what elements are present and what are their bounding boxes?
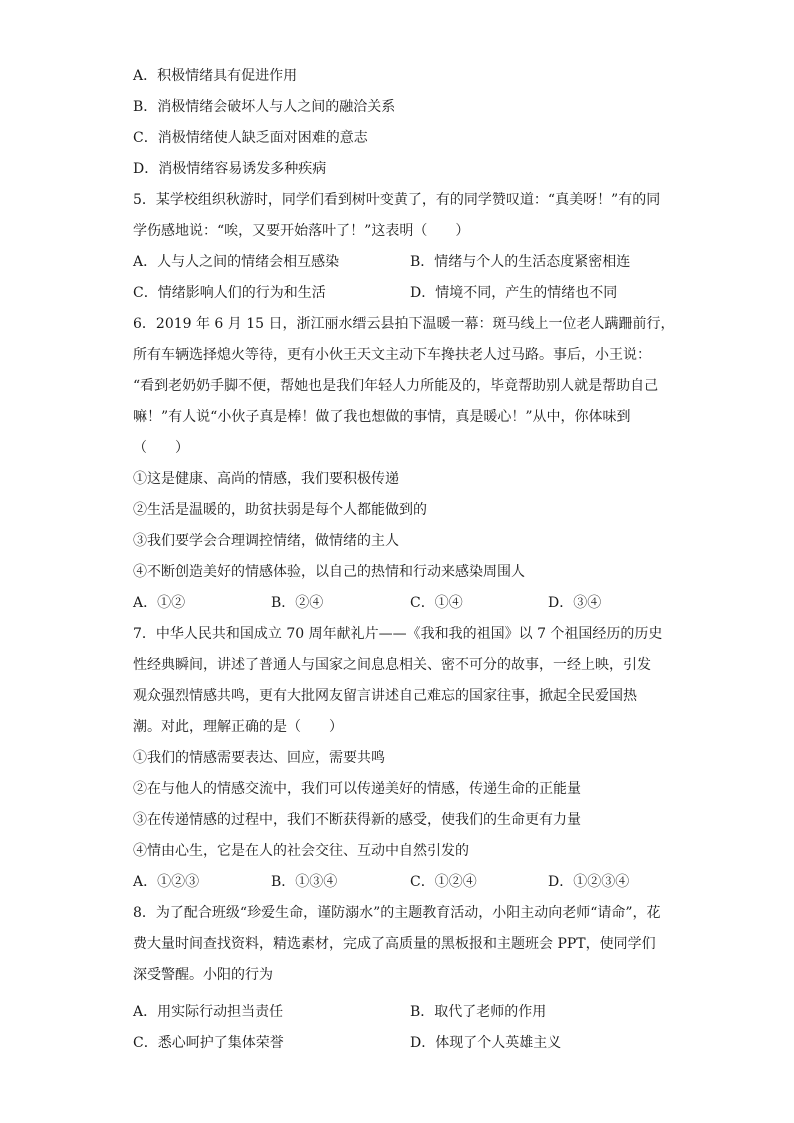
q7-item: ③在传递情感的过程中，我们不断获得新的感受，使我们的生命更有力量 <box>133 812 581 828</box>
q6-option-a: A．①② <box>133 595 186 611</box>
q7-stem-line: 性经典瞬间，讲述了普通人与国家之间息息相关、密不可分的故事，一经上映，引发 <box>133 657 651 673</box>
q7-option-d: D．①②③④ <box>548 874 630 890</box>
q8-stem-line: 深受警醒。小阳的行为 <box>133 967 273 983</box>
q8-option-a: A．用实际行动担当责任 <box>133 1004 284 1020</box>
q6-option-d: D．③④ <box>548 595 602 611</box>
q4-option-d: D．消极情绪容易诱发多种疾病 <box>133 161 327 177</box>
q6-item: ①这是健康、高尚的情感，我们要积极传递 <box>133 471 399 487</box>
q6-item: ③我们要学会合理调控情绪，做情绪的主人 <box>133 533 399 549</box>
q8-stem-line: 费大量时间查找资料，精选素材，完成了高质量的黑板报和主题班会 PPT，使同学们 <box>133 936 656 952</box>
q4-option-c: C．消极情绪使人缺乏面对困难的意志 <box>133 130 368 146</box>
q5-option-d: D．情境不同，产生的情绪也不同 <box>410 285 618 301</box>
q5-stem-line: 5．某学校组织秋游时，同学们看到树叶变黄了，有的同学赞叹道：“真美呀！”有的同 <box>133 192 661 208</box>
q8-option-b: B．取代了老师的作用 <box>410 1004 547 1020</box>
q7-option-b: B．①③④ <box>271 874 338 890</box>
q8-option-d: D．体现了个人英雄主义 <box>410 1035 562 1051</box>
q6-stem-line: 6．2019 年 6 月 15 日，浙江丽水缙云县拍下温暖一幕：斑马线上一位老人蹒跚前行， <box>133 316 675 332</box>
q7-stem-line: 观众强烈情感共鸣，更有大批网友留言讲述自己难忘的国家往事，掀起全民爱国热 <box>133 688 637 704</box>
q6-stem-line: （ ） <box>133 440 189 456</box>
q8-option-c: C．悉心呵护了集体荣誉 <box>133 1035 284 1051</box>
q7-item: ②在与他人的情感交流中，我们可以传递美好的情感，传递生命的正能量 <box>133 781 581 797</box>
q6-stem-line: 嘛！”有人说“小伙子真是棒！做了我也想做的事情，真是暖心！”从中，你体味到 <box>133 409 631 425</box>
q5-option-a: A．人与人之间的情绪会相互感染 <box>133 254 340 270</box>
q6-option-b: B．②④ <box>271 595 324 611</box>
q6-option-c: C．①④ <box>410 595 463 611</box>
q4-option-a: A．积极情绪具有促进作用 <box>133 68 298 84</box>
q7-option-c: C．①②④ <box>410 874 477 890</box>
q7-stem-line: 潮。对此，理解正确的是（ ） <box>133 719 343 735</box>
q5-stem-line: 学伤感地说：“唉，又要开始落叶了！”这表明（ ） <box>133 223 470 239</box>
q8-stem-line: 8．为了配合班级“珍爱生命，谨防溺水”的主题教育活动，小阳主动向老师“请命”，花 <box>133 905 661 921</box>
q7-stem-line: 7．中华人民共和国成立 70 周年献礼片——《我和我的祖国》以 7 个祖国经历的历史 <box>133 626 663 642</box>
q5-option-b: B．情绪与个人的生活态度紧密相连 <box>410 254 631 270</box>
q6-stem-line: “看到老奶奶手脚不便，帮她也是我们年轻人力所能及的，毕竟帮助别人就是帮助自己 <box>133 378 659 394</box>
q6-item: ②生活是温暖的，助贫扶弱是每个人都能做到的 <box>133 502 427 518</box>
q5-option-c: C．情绪影响人们的行为和生活 <box>133 285 326 301</box>
q6-stem-line: 所有车辆选择熄火等待，更有小伙王天文主动下车搀扶老人过马路。事后，小王说： <box>133 347 651 363</box>
q7-item: ④情由心生，它是在人的社会交往、互动中自然引发的 <box>133 843 469 859</box>
q4-option-b: B．消极情绪会破坏人与人之间的融洽关系 <box>133 99 396 115</box>
q7-item: ①我们的情感需要表达、回应，需要共鸣 <box>133 750 385 766</box>
q6-item: ④不断创造美好的情感体验，以自己的热情和行动来感染周围人 <box>133 564 525 580</box>
q7-option-a: A．①②③ <box>133 874 200 890</box>
